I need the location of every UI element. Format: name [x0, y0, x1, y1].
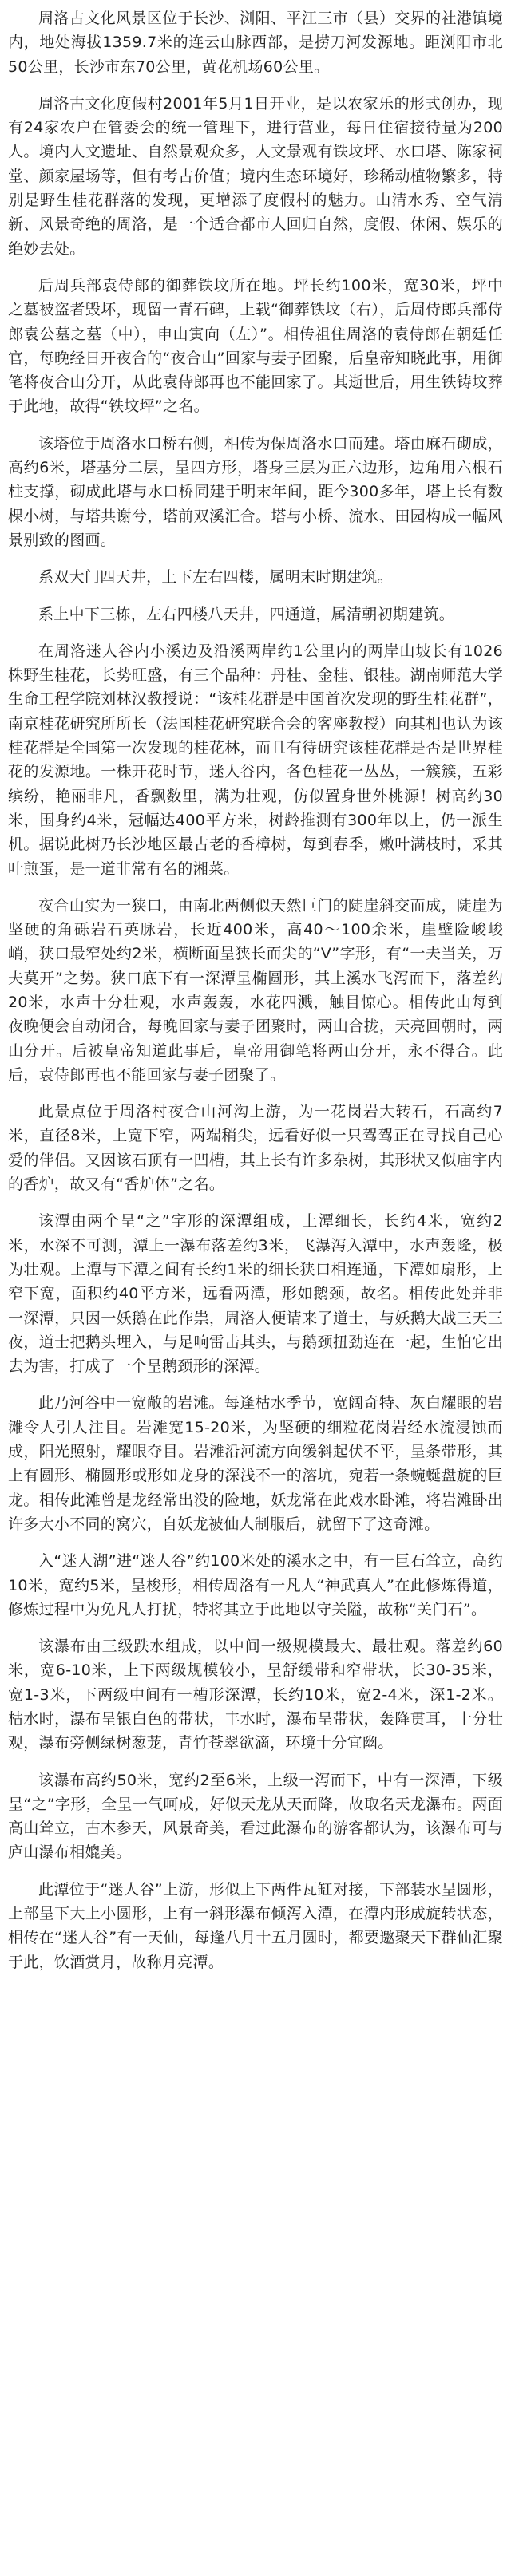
paragraph-waterfall-three-tier: 该瀑布由三级跌水组成，以中间一级规模最大、最壮观。落差约60米，宽6-10米，上下两级规模较小，呈舒缓带和窄带状，长30-35米，宽1-3米，下两级中间有一槽形深潭，长约10米，宽2-4米，深1-2米。枯水时，瀑布呈银白色的带状，丰水时，瀑布呈带状，轰降贯耳，十分壮观，瀑布旁侧绿树葱茏，青竹苍翠欲滴，环境十分宜幽。: [8, 1638, 503, 1752]
paragraph-building-ming: 系双大门四天井，上下左右四楼，属明末时期建筑。: [38, 568, 393, 587]
paragraph-resort: 周洛古文化度假村2001年5月1日开业，是以农家乐的形式创办，现有24家农户在管委会的统一管理下，进行营业，每日住宿接待量为200人。境内人文遗址、自然景观众多，人文景观有铁坟坪、水口塔、陈家祠堂、颜家屋场等，但有考古价值；境内生态环境好，珍稀动植物繁多，特别是野生桂花群落的发现，更增添了度假村的魅力。山清水秀、空气清新、风景奇绝的周洛，是一个适合都市人回归自然，度假、休闲、娱乐的绝妙去处。: [8, 94, 503, 258]
paragraph-overview: 周洛古文化风景区位于长沙、浏阳、平江三市（县）交界的社港镇境内，地处海拔1359.7米的连云山脉西部，是捞刀河发源地。距浏阳市北50公里，长沙市东70公里，黄花机场60公里。: [8, 10, 503, 76]
paragraph-iron-tomb: 后周兵部袁侍郎的御葬铁坟所在地。坪长约100米，宽30米，坪中之墓被盗者毁坏，现留一青石碑，上载“御葬铁坟（右），后周侍郎兵部侍郎袁公墓之墓（中），申山寅向（左）”。相传祖住周洛的袁侍郎在朝廷任官，每晚经日开夜合的“夜合山”回家与妻子团聚，后皇帝知晓此事，用御笔将夜合山分开，从此袁侍郎再也不能回家了。其逝世后，用生铁铸坟葬于此地，故得“铁坟坪”之名。: [8, 276, 503, 416]
paragraph-water-tower: 该塔位于周洛水口桥右侧，相传为保周洛水口而建。塔由麻石砌成，高约6米，塔基分二层，呈四方形，塔身三层为正六边形，边角用六根石柱支撑，砌成此塔与水口桥同建于明末年间，距今300多年，塔上长有数棵小树，与塔共谢兮，塔前双溪汇合。塔与小桥、流水、田园构成一幅风景别致的图画。: [8, 434, 503, 549]
paragraph-building-qing: 系上中下三栋，左右四楼八天井，四通道，属清朝初期建筑。: [38, 605, 455, 623]
article-body: [8, 0, 503, 1974]
paragraph-dragon-beach: 此乃河谷中一宽敞的岩滩。每逢枯水季节，宽阔奇特、灰白耀眼的岩滩令人引人注目。岩滩宽15-20米，为坚硬的细粒花岗岩经水流浸蚀而成，阳光照射，耀眼夺目。岩滩沿河流方向缓斜起伏不平，呈条带形，其上有圆形、椭圆形或形如龙身的深浅不一的溶坑，宛若一条蜿蜒盘旋的巨龙。相传此滩曾是龙经常出没的险地，妖龙常在此戏水卧滩，将岩滩卧出许多大小不同的窝穴，自妖龙被仙人制服后，就留下了这奇滩。: [8, 1394, 503, 1533]
paragraph-goose-pool: 该潭由两个呈“之”字形的深潭组成，上潭细长，长约4米，宽约2米，水深不可测，潭上一瀑布落差约3米，飞瀑泻入潭中，水声轰隆，极为壮观。上潭与下潭之间有长约1米的细长狭口相连通，下潭如扇形，上窄下宽，面积约40平方米，远看两潭，形如鹅颈，故名。相传此处并非一深潭，只因一妖鹅在此作祟，周洛人便请来了道士，与妖鹅大战三天三夜，道士把鹅头埋入，与足响雷击其头，与鹅颈扭劲连在一起，生怕它出去为害，打成了一个呈鹅颈形的深潭。: [8, 1212, 503, 1376]
paragraph-censer-rock: 此景点位于周洛村夜合山河沟上游，为一花岗岩大转石，石高约7米，直径8米，上宽下窄，两端稍尖，远看好似一只驾驾正在寻找自己心爱的伴侣。又因该石顶有一凹槽，其上长有许多杂树，其形状又似庙宇内的香炉，故又有“香炉体”之名。: [8, 1103, 503, 1194]
paragraph-yehe-mountain: 夜合山实为一狭口，由南北两侧似天然巨门的陡崖斜交而成，陡崖为坚硬的角砾岩石英脉岩，长近400米，高40～100余米，崖壁险峻峻峭，狭口最窄处约2米，横断面呈狭长而尖的“V”字形，有“一夫当关，万夫莫开”之势。狭口底下有一深潭呈椭圆形，其上溪水飞泻而下，落差约20米，水声十分壮观，水声轰轰，水花四溅，触目惊心。相传此山每到夜晚便会自动闭合，每晚回家与妻子团聚时，两山合拢，天亮回朝时，两山分开。后被皇帝知道此事后，皇帝用御笔将两山分开，永不得合。此后，袁侍郎再也不能回家与妻子团聚了。: [8, 896, 503, 1084]
paragraph-osmanthus: 在周洛迷人谷内小溪边及沿溪两岸约1公里内的两岸山坡长有1026株野生桂花，长势旺盛，有三个品种：丹桂、金桂、银桂。湖南师范大学生命工程学院刘林汉教授说：“该桂花群是中国首次发现的野生桂花群”，南京桂花研究所所长（法国桂花研究联合会的客座教授）向其相也认为该桂花群是全国第一次发现的桂花林，而且有待研究该桂花群是否是世界桂花的发源地。一株开花时节，迷人谷内，各色桂花一丛丛，一簇簇，五彩缤纷，艳丽非凡，香飘数里，满为壮观，仿似置身世外桃源！树高约30米，围身约4米，冠幅达400平方米，树龄推测有300年以上，仍一派生机。据说此树乃长沙地区最古老的香樟树，每到春季，嫩叶满枝时，采其叶煎蛋，是一道非常有名的湘菜。: [8, 642, 503, 878]
paragraph-moon-pool: 此潭位于“迷人谷”上游，形似上下两件瓦缸对接，下部装水呈圆形，上部呈下大上小圆形，上有一斜形瀑布倾泻入潭，在潭内形成旋转状态，相传在“迷人谷”有一天仙，每逢八月十五月圆时，都要邀聚天下群仙汇聚于此，饮酒赏月，故称月亮潭。: [8, 1880, 503, 1971]
paragraph-gate-stone: 入“迷人湖”进“迷人谷”约100米处的溪水之中，有一巨石耸立，高约10米，宽约5米，呈梭形，相传周洛有一凡人“神武真人”在此修炼得道，修炼过程中为免凡人打扰，特将其立于此地以守关隘，故称“关门石”。: [8, 1552, 503, 1618]
paragraph-dragon-waterfall: 该瀑布高约50米，宽约2至6米，上级一泻而下，中有一深潭，下级呈“之”字形，全呈一气呵成，好似天龙从天而降，故取名天龙瀑布。两面高山耸立，古木参天，风景奇美，看过此瀑布的游客都认为，该瀑布可与庐山瀑布相媲美。: [8, 1771, 503, 1862]
